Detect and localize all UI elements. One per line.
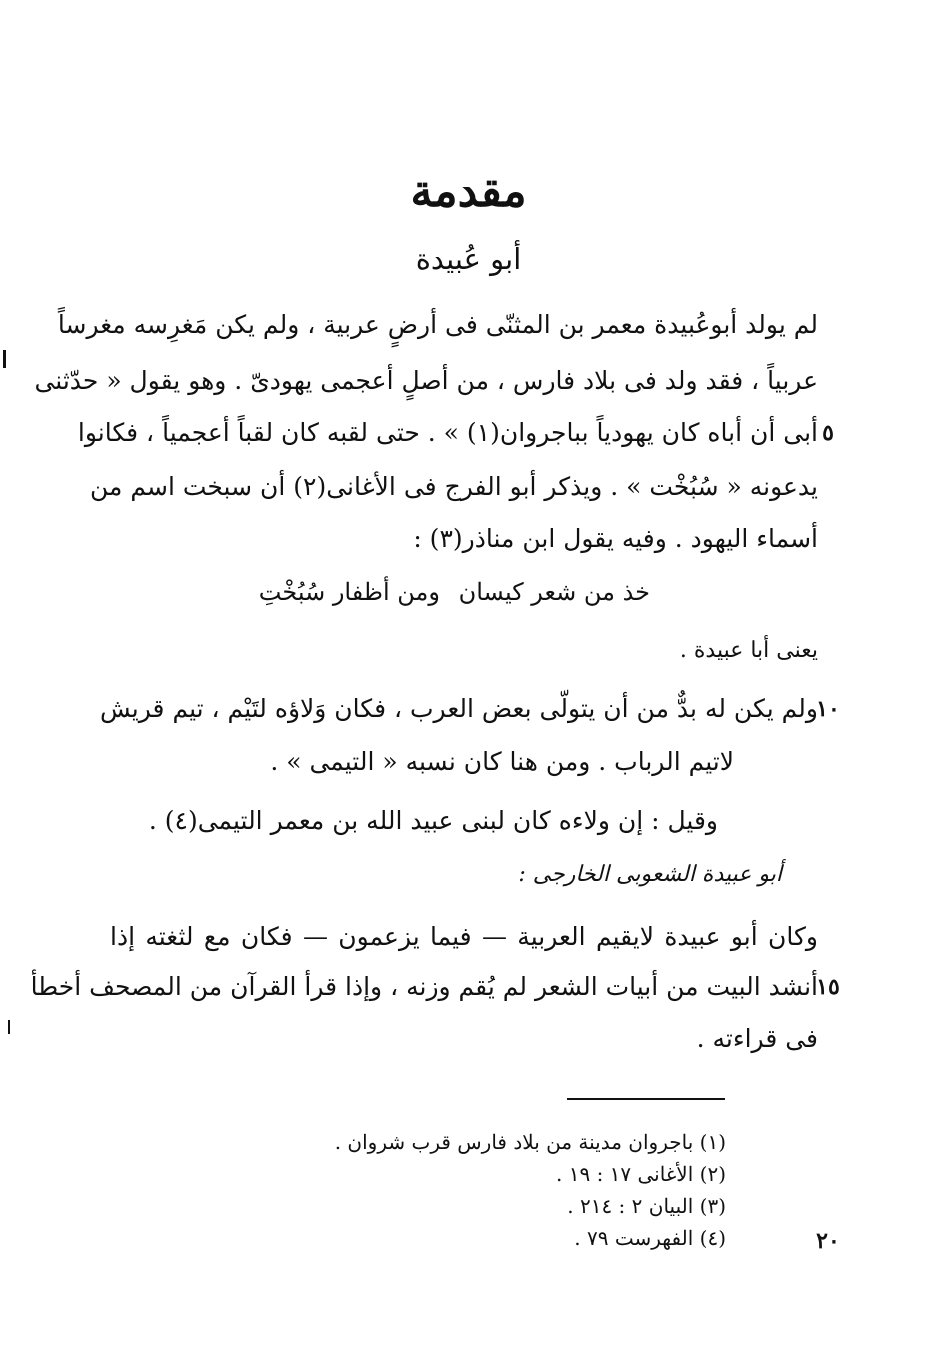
footnote: (٢) الأغانى ١٧ : ١٩ . bbox=[556, 1162, 726, 1186]
paragraph-line: وقيل : إن ولاءه كان لبنى عبيد الله بن معمر التيمى(٤) . bbox=[148, 806, 718, 835]
scan-mark bbox=[8, 1020, 10, 1034]
line-number: ١٠ bbox=[816, 696, 840, 722]
line-number: ٥ bbox=[822, 420, 834, 446]
verse-hemistich-right: خذ من شعر كيسان bbox=[458, 578, 650, 606]
paragraph-line: أسماء اليهود . وفيه يقول ابن مناذر(٣) : bbox=[413, 524, 818, 553]
footnote: (١) باجروان مدينة من بلاد فارس قرب شروان . bbox=[334, 1130, 726, 1154]
line-number: ٢٠ bbox=[816, 1228, 840, 1254]
paragraph-line: أبى أن أباه كان يهودياً بباجروان(١) » . حتى لقبه كان لقباً أعجمياً ، فكانوا bbox=[77, 418, 818, 447]
verse-hemistich-left: ومن أظفار سُبُخْتِ bbox=[258, 578, 440, 606]
footnote: (٣) البيان ٢ : ٢١٤ . bbox=[567, 1194, 726, 1218]
paragraph-line: يدعونه « سُبُخْت » . ويذكر أبو الفرج فى الأغانى(٢) أن سبخت اسم من bbox=[90, 472, 818, 501]
paragraph-line: أنشد البيت من أبيات الشعر لم يُقم وزنه ، وإذا قرأ القرآن من المصحف أخطأ bbox=[30, 972, 818, 1001]
footnote-divider bbox=[567, 1098, 725, 1100]
paragraph-line: لاتيم الرباب . ومن هنا كان نسبه « التيمى » . bbox=[270, 747, 734, 776]
section-heading: أبو عبيدة الشعوبى الخارجى : bbox=[518, 862, 782, 887]
page-title: مقدمة bbox=[410, 166, 527, 217]
paragraph-line: لم يولد أبوعُبيدة معمر بن المثنّى فى أرضٍ عربية ، ولم يكن مَغرِسه مغرساً bbox=[57, 310, 818, 339]
scan-mark bbox=[3, 350, 6, 368]
section-subtitle: أبو عُبيدة bbox=[415, 242, 522, 276]
line-number: ١٥ bbox=[816, 974, 840, 1000]
verse-note: يعنى أبا عبيدة . bbox=[679, 638, 818, 663]
paragraph-line: فى قراءته . bbox=[696, 1024, 818, 1053]
paragraph-line: عربياً ، فقد ولد فى بلاد فارس ، من أصلٍ أعجمى يهودىّ . وهو يقول « حدّثنى bbox=[34, 366, 818, 395]
paragraph-line: ولم يكن له بدٌّ من أن يتولّى بعض العرب ، فكان وَلاؤه لتَيْم ، تيم قريش bbox=[99, 694, 818, 723]
footnote: (٤) الفهرست ٧٩ . bbox=[574, 1226, 726, 1250]
paragraph-line: وكان أبو عبيدة لايقيم العربية — فيما يزعمون — فكان مع لثغته إذا bbox=[110, 922, 818, 951]
